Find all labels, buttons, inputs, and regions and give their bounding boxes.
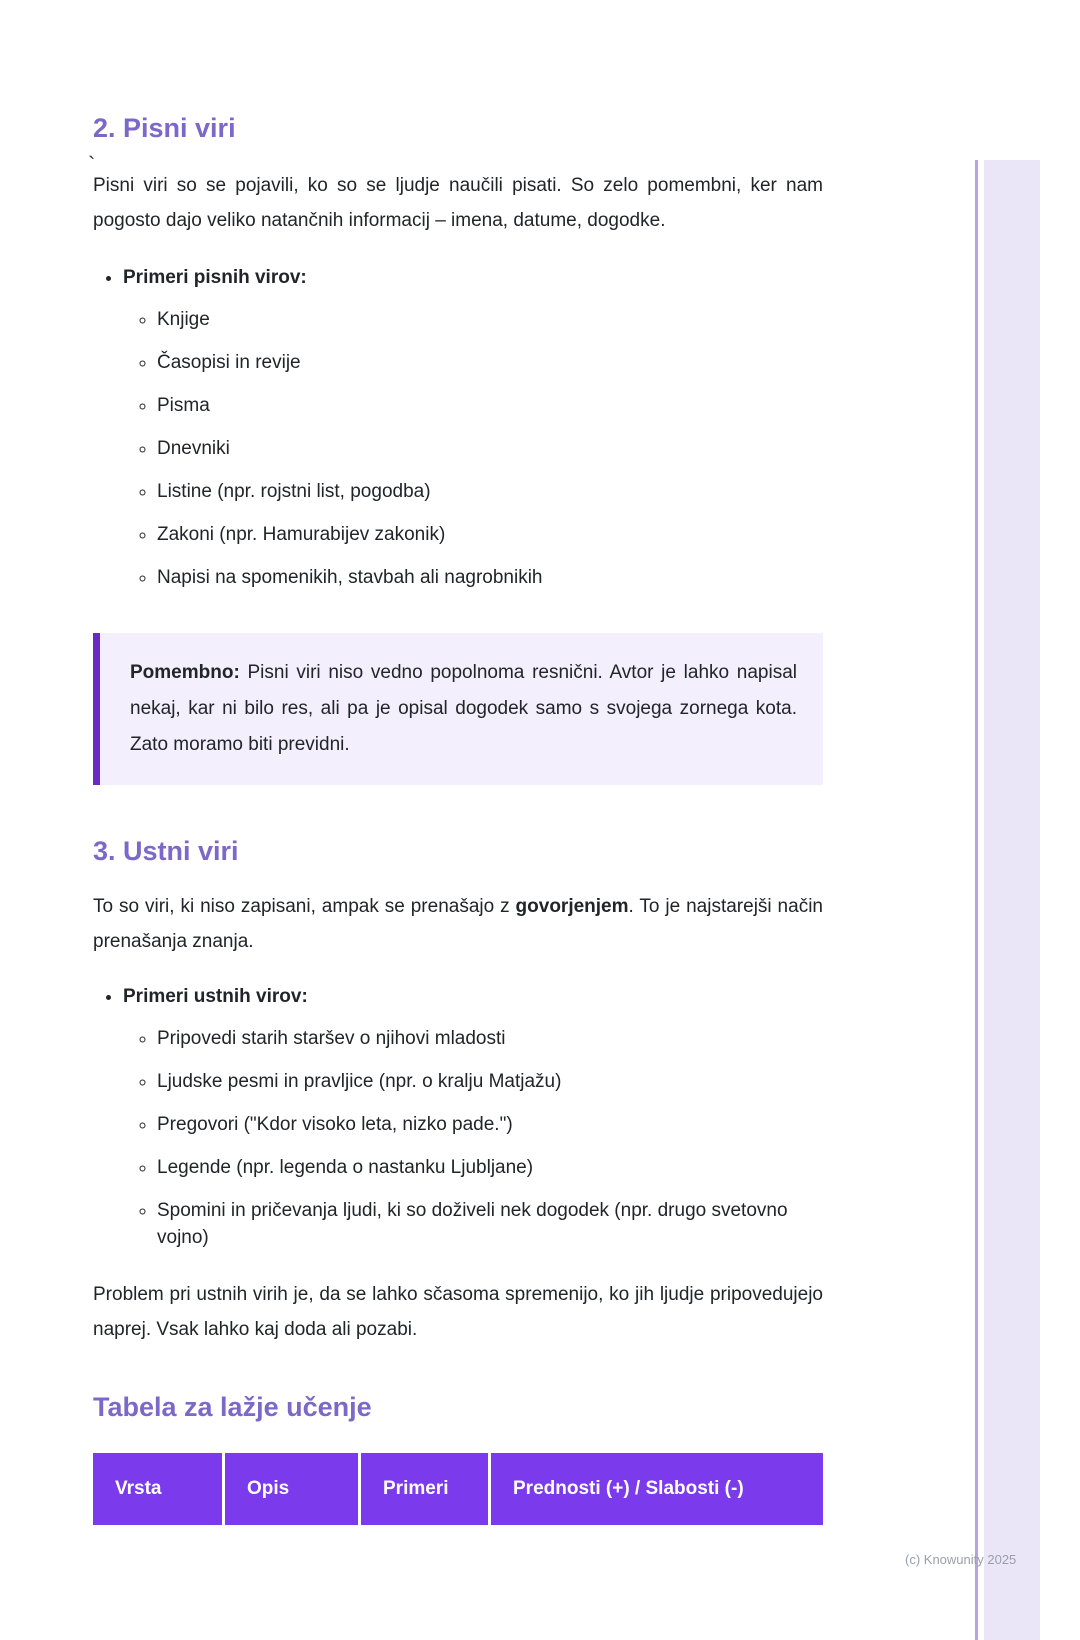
pisni-viri-intro-paragraph: Pisni viri so se pojavili, ko so se ljudje naučili pisati. So zelo pomembni, ker nam pogosto dajo veliko natančnih informacij – imena, datume, dogodke. [93, 175, 823, 231]
list-item: ◦ Listine (npr. rojstni list, pogodba) [157, 478, 823, 505]
list-item: ◦ Napisi na spomenikih, stavbah ali nagrobnikih [157, 564, 823, 591]
learning-table-header-row [93, 1453, 823, 1525]
list-item: ◦ Spomini in pričevanja ljudi, ki so doživeli nek dogodek (npr. drugo svetovno vojno) [157, 1197, 823, 1251]
list-title-item [123, 983, 823, 1251]
page-edge-divider [975, 160, 978, 1640]
list-item: ◦ Pripovedi starih staršev o njihovi mladosti [157, 1025, 823, 1052]
pisni-viri-sublist [123, 306, 823, 591]
list-item: ◦ Ljudske pesmi in pravljice (npr. o kralju Matjažu) [157, 1068, 823, 1095]
ustni-viri-list [93, 983, 823, 1251]
stray-backtick-mark: ` [88, 152, 96, 177]
section-heading-pisni-viri: 2. Pisni viri [93, 113, 236, 143]
table-header-primeri: Primeri [361, 1453, 491, 1525]
intro-text-before: To so viri, ki niso zapisani, ampak se prenašajo z [93, 896, 516, 917]
section-heading-tabela: Tabela za lažje učenje [93, 1392, 372, 1422]
table-header-prednosti-slabosti: Prednosti (+) / Slabosti (-) [491, 1453, 823, 1525]
list-title: Primeri ustnih virov: [123, 986, 308, 1007]
list-item: ◦ Legende (npr. legenda o nastanku Ljubljane) [157, 1154, 823, 1181]
ustni-viri-intro-paragraph [93, 889, 823, 959]
list-item: ◦ Časopisi in revije [157, 349, 823, 376]
intro-text-after: . To je najstarejši način prenašanja znanja. [93, 896, 823, 952]
table-header-opis: Opis [225, 1453, 361, 1525]
callout-label: Pomembno: [130, 662, 240, 683]
list-item: ◦ Zakoni (npr. Hamurabijev zakonik) [157, 521, 823, 548]
list-item: ◦ Pregovori ("Kdor visoko leta, nizko pade.") [157, 1111, 823, 1138]
pisni-viri-list [93, 264, 823, 591]
important-callout [93, 633, 823, 785]
intro-text-bold: govorjenjem [515, 896, 629, 917]
document-content [93, 112, 823, 1525]
list-item: ◦ Dnevniki [157, 435, 823, 462]
section-heading-ustni-viri: 3. Ustni viri [93, 836, 239, 866]
knowunity-watermark: (c) Knowunity 2025 [905, 1552, 1017, 1567]
table-header-vrsta: Vrsta [93, 1453, 225, 1525]
ustni-viri-outro-paragraph: Problem pri ustnih virih je, da se lahko sčasoma spremenijo, ko jih ljudje pripovedujejo naprej. Vsak lahko kaj doda ali pozabi. [93, 1284, 823, 1340]
list-title: Primeri pisnih virov: [123, 267, 307, 288]
list-title-item [123, 264, 823, 591]
callout-text: Pisni viri niso vedno popolnoma resnični. Avtor je lahko napisal nekaj, kar ni bilo res, ali pa je opisal dogodek samo s svojega zornega kota. Zato moramo biti previdni. [130, 662, 797, 755]
ustni-viri-sublist [123, 1025, 823, 1251]
list-item: ◦ Knjige [157, 306, 823, 333]
list-item: ◦ Pisma [157, 392, 823, 419]
page-edge-strip [984, 160, 1040, 1640]
